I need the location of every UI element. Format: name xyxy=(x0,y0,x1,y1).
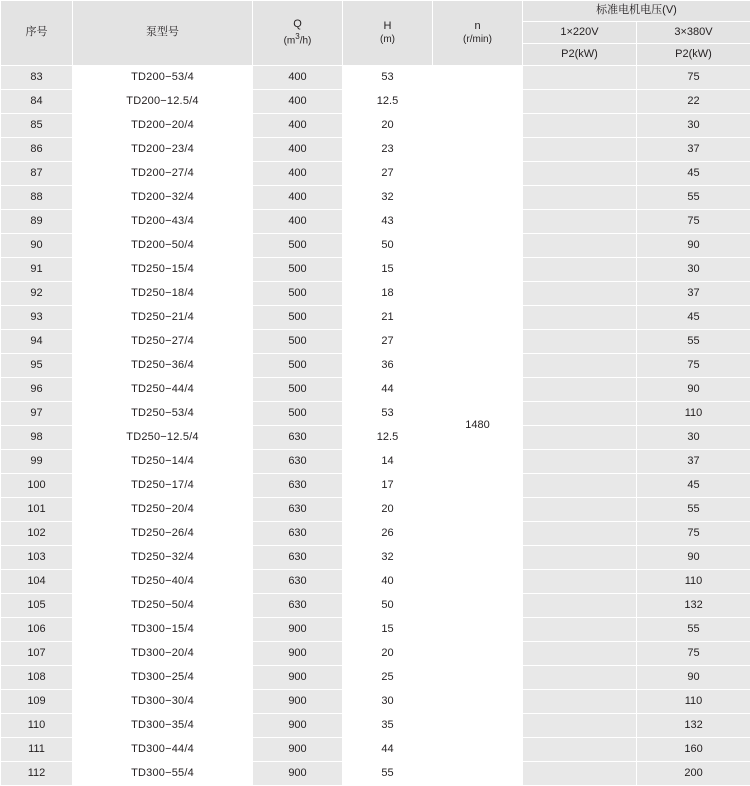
header-power-p2-380: P2(kW) xyxy=(637,44,750,66)
cell-power-220 xyxy=(523,714,637,738)
cell-flow: 630 xyxy=(253,546,343,570)
cell-pump-model: TD300−20/4 xyxy=(73,642,253,666)
cell-pump-model: TD200−32/4 xyxy=(73,186,253,210)
cell-serial-no: 109 xyxy=(1,690,73,714)
table-header xyxy=(1,1,750,66)
cell-head: 53 xyxy=(343,66,433,90)
table-row xyxy=(1,738,750,762)
cell-power-220 xyxy=(523,282,637,306)
cell-power-220 xyxy=(523,426,637,450)
cell-flow: 500 xyxy=(253,354,343,378)
cell-serial-no: 102 xyxy=(1,522,73,546)
cell-power-220 xyxy=(523,210,637,234)
cell-serial-no: 87 xyxy=(1,162,73,186)
table-row xyxy=(1,642,750,666)
cell-flow: 400 xyxy=(253,114,343,138)
cell-power-380: 55 xyxy=(637,618,750,642)
cell-head: 44 xyxy=(343,378,433,402)
cell-power-380: 45 xyxy=(637,306,750,330)
cell-head: 27 xyxy=(343,162,433,186)
header-flow-symbol: Q xyxy=(293,18,302,30)
cell-power-380: 30 xyxy=(637,258,750,282)
cell-power-380: 200 xyxy=(637,762,750,786)
cell-pump-model: TD200−23/4 xyxy=(73,138,253,162)
cell-power-220 xyxy=(523,474,637,498)
cell-head: 27 xyxy=(343,330,433,354)
cell-power-220 xyxy=(523,402,637,426)
table-row xyxy=(1,162,750,186)
header-speed-unit: (r/min) xyxy=(433,34,522,47)
cell-power-220 xyxy=(523,738,637,762)
cell-serial-no: 106 xyxy=(1,618,73,642)
cell-flow: 900 xyxy=(253,642,343,666)
header-flow-q xyxy=(253,1,343,66)
cell-serial-no: 107 xyxy=(1,642,73,666)
cell-flow: 400 xyxy=(253,162,343,186)
cell-flow: 500 xyxy=(253,282,343,306)
cell-serial-no: 100 xyxy=(1,474,73,498)
cell-serial-no: 96 xyxy=(1,378,73,402)
table-row xyxy=(1,690,750,714)
cell-pump-model: TD300−30/4 xyxy=(73,690,253,714)
table-row xyxy=(1,90,750,114)
cell-head: 15 xyxy=(343,258,433,282)
cell-flow: 400 xyxy=(253,186,343,210)
header-head-symbol: H xyxy=(384,20,392,32)
cell-head: 43 xyxy=(343,210,433,234)
cell-flow: 500 xyxy=(253,378,343,402)
cell-power-380: 45 xyxy=(637,474,750,498)
cell-power-380: 110 xyxy=(637,570,750,594)
cell-pump-model: TD250−17/4 xyxy=(73,474,253,498)
cell-power-380: 90 xyxy=(637,234,750,258)
header-serial-no: 序号 xyxy=(1,1,73,66)
cell-head: 50 xyxy=(343,594,433,618)
cell-power-380: 110 xyxy=(637,690,750,714)
cell-flow: 500 xyxy=(253,330,343,354)
table-row xyxy=(1,618,750,642)
cell-flow: 630 xyxy=(253,450,343,474)
cell-pump-model: TD250−12.5/4 xyxy=(73,426,253,450)
table-row xyxy=(1,330,750,354)
cell-power-380: 30 xyxy=(637,426,750,450)
table-row xyxy=(1,498,750,522)
cell-flow: 900 xyxy=(253,738,343,762)
cell-pump-model: TD200−53/4 xyxy=(73,66,253,90)
cell-serial-no: 91 xyxy=(1,258,73,282)
cell-serial-no: 99 xyxy=(1,450,73,474)
cell-power-380: 75 xyxy=(637,642,750,666)
header-row-1 xyxy=(1,1,750,22)
cell-power-220 xyxy=(523,618,637,642)
cell-head: 26 xyxy=(343,522,433,546)
cell-power-380: 37 xyxy=(637,450,750,474)
cell-power-380: 90 xyxy=(637,378,750,402)
cell-head: 12.5 xyxy=(343,426,433,450)
cell-head: 55 xyxy=(343,762,433,786)
header-voltage-group: 标准电机电压(V) xyxy=(523,1,750,22)
cell-serial-no: 97 xyxy=(1,402,73,426)
cell-power-220 xyxy=(523,354,637,378)
cell-pump-model: TD250−15/4 xyxy=(73,258,253,282)
cell-head: 36 xyxy=(343,354,433,378)
cell-power-220 xyxy=(523,258,637,282)
cell-power-220 xyxy=(523,450,637,474)
table-row xyxy=(1,234,750,258)
cell-head: 30 xyxy=(343,690,433,714)
cell-serial-no: 103 xyxy=(1,546,73,570)
cell-pump-model: TD250−32/4 xyxy=(73,546,253,570)
cell-power-220 xyxy=(523,546,637,570)
cell-flow: 500 xyxy=(253,234,343,258)
table-row xyxy=(1,66,750,90)
cell-head: 21 xyxy=(343,306,433,330)
table-row xyxy=(1,450,750,474)
table-row xyxy=(1,402,750,426)
cell-power-380: 37 xyxy=(637,138,750,162)
cell-pump-model: TD200−12.5/4 xyxy=(73,90,253,114)
cell-power-380: 22 xyxy=(637,90,750,114)
table-row xyxy=(1,594,750,618)
cell-pump-model: TD250−20/4 xyxy=(73,498,253,522)
cell-power-380: 37 xyxy=(637,282,750,306)
cell-flow: 900 xyxy=(253,714,343,738)
cell-speed-n: 1480 xyxy=(433,66,523,786)
cell-power-220 xyxy=(523,234,637,258)
cell-head: 17 xyxy=(343,474,433,498)
cell-power-220 xyxy=(523,330,637,354)
cell-pump-model: TD250−44/4 xyxy=(73,378,253,402)
cell-head: 20 xyxy=(343,642,433,666)
cell-power-220 xyxy=(523,378,637,402)
cell-pump-model: TD200−50/4 xyxy=(73,234,253,258)
cell-pump-model: TD300−15/4 xyxy=(73,618,253,642)
cell-pump-model: TD300−35/4 xyxy=(73,714,253,738)
cell-serial-no: 88 xyxy=(1,186,73,210)
cell-flow: 400 xyxy=(253,66,343,90)
cell-head: 18 xyxy=(343,282,433,306)
table-row xyxy=(1,114,750,138)
cell-power-380: 75 xyxy=(637,522,750,546)
table-row xyxy=(1,258,750,282)
cell-serial-no: 83 xyxy=(1,66,73,90)
cell-head: 44 xyxy=(343,738,433,762)
cell-serial-no: 98 xyxy=(1,426,73,450)
header-speed-symbol: n xyxy=(474,20,480,32)
cell-head: 20 xyxy=(343,498,433,522)
cell-power-220 xyxy=(523,594,637,618)
cell-pump-model: TD250−36/4 xyxy=(73,354,253,378)
cell-power-380: 45 xyxy=(637,162,750,186)
header-power-p2-220: P2(kW) xyxy=(523,44,637,66)
table-body xyxy=(1,66,750,786)
cell-flow: 400 xyxy=(253,138,343,162)
header-voltage-1x220: 1×220V xyxy=(523,22,637,44)
cell-power-380: 132 xyxy=(637,594,750,618)
cell-pump-model: TD250−53/4 xyxy=(73,402,253,426)
cell-pump-model: TD200−20/4 xyxy=(73,114,253,138)
cell-pump-model: TD250−50/4 xyxy=(73,594,253,618)
cell-serial-no: 94 xyxy=(1,330,73,354)
header-pump-model: 泵型号 xyxy=(73,1,253,66)
header-speed-n xyxy=(433,1,523,66)
cell-pump-model: TD300−25/4 xyxy=(73,666,253,690)
table-row xyxy=(1,354,750,378)
cell-flow: 500 xyxy=(253,402,343,426)
cell-head: 25 xyxy=(343,666,433,690)
table-row xyxy=(1,426,750,450)
cell-flow: 630 xyxy=(253,570,343,594)
table-row xyxy=(1,138,750,162)
cell-power-380: 110 xyxy=(637,402,750,426)
cell-pump-model: TD200−43/4 xyxy=(73,210,253,234)
cell-power-380: 132 xyxy=(637,714,750,738)
table-row xyxy=(1,474,750,498)
table-row xyxy=(1,306,750,330)
cell-flow: 630 xyxy=(253,498,343,522)
table-row xyxy=(1,282,750,306)
cell-pump-model: TD250−21/4 xyxy=(73,306,253,330)
header-flow-unit: $(m^3/h)$ xyxy=(253,32,342,48)
cell-flow: 630 xyxy=(253,426,343,450)
cell-power-220 xyxy=(523,162,637,186)
cell-flow: 400 xyxy=(253,210,343,234)
cell-head: 32 xyxy=(343,186,433,210)
header-head-h xyxy=(343,1,433,66)
cell-serial-no: 86 xyxy=(1,138,73,162)
cell-serial-no: 101 xyxy=(1,498,73,522)
cell-power-380: 90 xyxy=(637,546,750,570)
cell-power-380: 55 xyxy=(637,330,750,354)
cell-serial-no: 95 xyxy=(1,354,73,378)
cell-flow: 900 xyxy=(253,690,343,714)
cell-serial-no: 89 xyxy=(1,210,73,234)
cell-serial-no: 92 xyxy=(1,282,73,306)
cell-head: 40 xyxy=(343,570,433,594)
cell-serial-no: 90 xyxy=(1,234,73,258)
cell-power-380: 30 xyxy=(637,114,750,138)
cell-serial-no: 112 xyxy=(1,762,73,786)
cell-head: 50 xyxy=(343,234,433,258)
table-row xyxy=(1,522,750,546)
cell-head: 53 xyxy=(343,402,433,426)
cell-pump-model: TD200−27/4 xyxy=(73,162,253,186)
cell-flow: 900 xyxy=(253,762,343,786)
cell-serial-no: 110 xyxy=(1,714,73,738)
cell-head: 35 xyxy=(343,714,433,738)
cell-serial-no: 111 xyxy=(1,738,73,762)
cell-power-220 xyxy=(523,306,637,330)
cell-power-220 xyxy=(523,522,637,546)
cell-head: 15 xyxy=(343,618,433,642)
cell-power-220 xyxy=(523,570,637,594)
cell-serial-no: 105 xyxy=(1,594,73,618)
cell-serial-no: 104 xyxy=(1,570,73,594)
cell-flow: 900 xyxy=(253,666,343,690)
cell-serial-no: 108 xyxy=(1,666,73,690)
cell-power-380: 55 xyxy=(637,498,750,522)
cell-flow: 900 xyxy=(253,618,343,642)
cell-power-220 xyxy=(523,66,637,90)
cell-power-380: 75 xyxy=(637,354,750,378)
header-head-unit: (m) xyxy=(343,34,432,47)
cell-head: 12.5 xyxy=(343,90,433,114)
cell-pump-model: TD250−40/4 xyxy=(73,570,253,594)
cell-power-220 xyxy=(523,138,637,162)
table-row xyxy=(1,378,750,402)
cell-head: 23 xyxy=(343,138,433,162)
table-row xyxy=(1,714,750,738)
table-row xyxy=(1,762,750,786)
header-voltage-3x380: 3×380V xyxy=(637,22,750,44)
cell-flow: 400 xyxy=(253,90,343,114)
table-row xyxy=(1,186,750,210)
cell-head: 20 xyxy=(343,114,433,138)
cell-power-220 xyxy=(523,690,637,714)
cell-pump-model: TD300−44/4 xyxy=(73,738,253,762)
cell-flow: 630 xyxy=(253,474,343,498)
cell-pump-model: TD250−26/4 xyxy=(73,522,253,546)
cell-power-220 xyxy=(523,186,637,210)
cell-power-380: 90 xyxy=(637,666,750,690)
cell-power-380: 55 xyxy=(637,186,750,210)
cell-power-220 xyxy=(523,114,637,138)
cell-power-380: 75 xyxy=(637,66,750,90)
table-row xyxy=(1,570,750,594)
cell-pump-model: TD250−27/4 xyxy=(73,330,253,354)
cell-pump-model: TD250−14/4 xyxy=(73,450,253,474)
cell-serial-no: 84 xyxy=(1,90,73,114)
cell-power-220 xyxy=(523,498,637,522)
cell-serial-no: 85 xyxy=(1,114,73,138)
cell-flow: 630 xyxy=(253,594,343,618)
table-row xyxy=(1,546,750,570)
table-row xyxy=(1,210,750,234)
cell-flow: 500 xyxy=(253,306,343,330)
cell-power-220 xyxy=(523,642,637,666)
cell-head: 32 xyxy=(343,546,433,570)
cell-power-220 xyxy=(523,666,637,690)
cell-flow: 630 xyxy=(253,522,343,546)
cell-power-220 xyxy=(523,762,637,786)
cell-pump-model: TD300−55/4 xyxy=(73,762,253,786)
cell-power-380: 75 xyxy=(637,210,750,234)
cell-flow: 500 xyxy=(253,258,343,282)
cell-head: 14 xyxy=(343,450,433,474)
cell-power-380: 160 xyxy=(637,738,750,762)
cell-power-220 xyxy=(523,90,637,114)
cell-serial-no: 93 xyxy=(1,306,73,330)
cell-pump-model: TD250−18/4 xyxy=(73,282,253,306)
table-row xyxy=(1,666,750,690)
